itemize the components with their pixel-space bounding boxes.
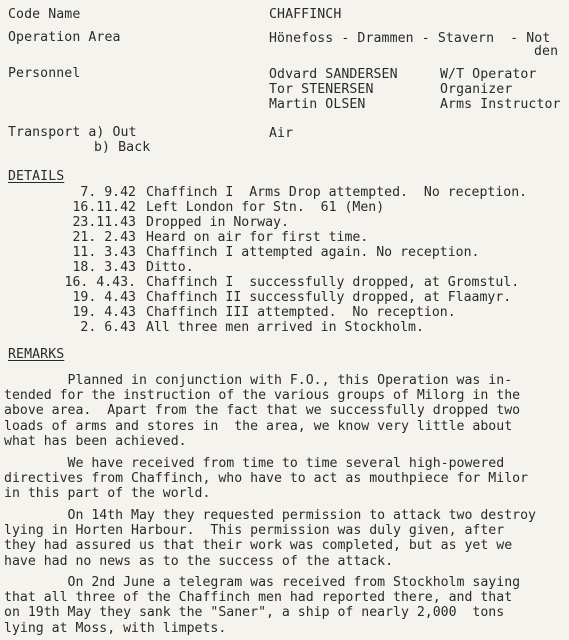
transport-label-out: Transport a) Out [8, 125, 137, 140]
detail-date: 16. 4.43. [64, 275, 136, 290]
detail-text: Ditto. [146, 260, 194, 275]
detail-text: Chaffinch I attempted again. No reception. [146, 245, 480, 260]
personnel-role-1: W/T Operator [440, 67, 537, 82]
detail-text: Chaffinch II successfully dropped, at Flaamyr. [146, 290, 512, 305]
operation-area-line2: den [534, 44, 559, 59]
detail-date: 19. 4.43 [72, 290, 136, 305]
operation-area-label: Operation Area [8, 30, 121, 45]
details-heading: DETAILS [8, 169, 65, 184]
detail-date: 18. 3.43 [72, 260, 136, 275]
transport-label-back: b) Back [94, 140, 151, 155]
detail-date: 16.11.42 [72, 200, 136, 215]
detail-text: Chaffinch III attempted. No reception. [146, 305, 456, 320]
code-name-label: Code Name [8, 7, 81, 22]
detail-text: Left London for Stn. 61 (Men) [146, 200, 385, 215]
detail-date: 19. 4.43 [72, 305, 136, 320]
personnel-role-2: Organizer [440, 82, 513, 97]
detail-date: 11. 3.43 [72, 245, 136, 260]
detail-text: Chaffinch I Arms Drop attempted. No reception. [146, 185, 528, 200]
transport-value: Air [269, 126, 294, 141]
detail-date: 7. 9.42 [80, 185, 136, 200]
detail-text: Heard on air for first time. [146, 230, 369, 245]
detail-date: 21. 2.43 [72, 230, 136, 245]
personnel-role-3: Arms Instructor [440, 97, 561, 112]
remarks-paragraph: We have received from time to time several high-powered directives from Chaffinch, who have to act as mouthpiece for Milor in this part of the world. [4, 456, 529, 502]
remarks-heading: REMARKS [8, 347, 65, 362]
personnel-name-3: Martin OLSEN [269, 97, 366, 112]
personnel-name-2: Tor STENERSEN [269, 82, 374, 97]
operation-area-line1: Hönefoss - Drammen - Stavern - Not [269, 31, 551, 46]
code-name-value: CHAFFINCH [269, 7, 342, 22]
personnel-label: Personnel [8, 66, 81, 81]
remarks-paragraph: On 2nd June a telegram was received from Stockholm saying that all three of the Chaffinch men had reported there, and that on 19th May they sank the "Saner", a ship of nearly 2,000 tons lying at Moss, with limpets. [4, 575, 521, 636]
detail-date: 23.11.43 [72, 215, 136, 230]
detail-date: 2. 6.43 [80, 320, 136, 335]
detail-text: Chaffinch I successfully dropped, at Gromstul. [146, 275, 520, 290]
detail-text: Dropped in Norway. [146, 215, 289, 230]
personnel-name-1: Odvard SANDERSEN [269, 67, 398, 82]
remarks-paragraph: Planned in conjunction with F.O., this Operation was in- tended for the instruction of the various groups of Milorg in the above area. Apart from the fact that we successfully dropped two loads of arms and stores in the area, we know very little about what has been achieved. [4, 373, 521, 449]
remarks-paragraph: On 14th May they requested permission to attack two destroy lying in Horten Harbour. This permission was duly given, after they had assured us that their work was completed, but as yet we have had no news as to the success of the attack. [4, 508, 536, 569]
detail-text: All three men arrived in Stockholm. [146, 320, 424, 335]
